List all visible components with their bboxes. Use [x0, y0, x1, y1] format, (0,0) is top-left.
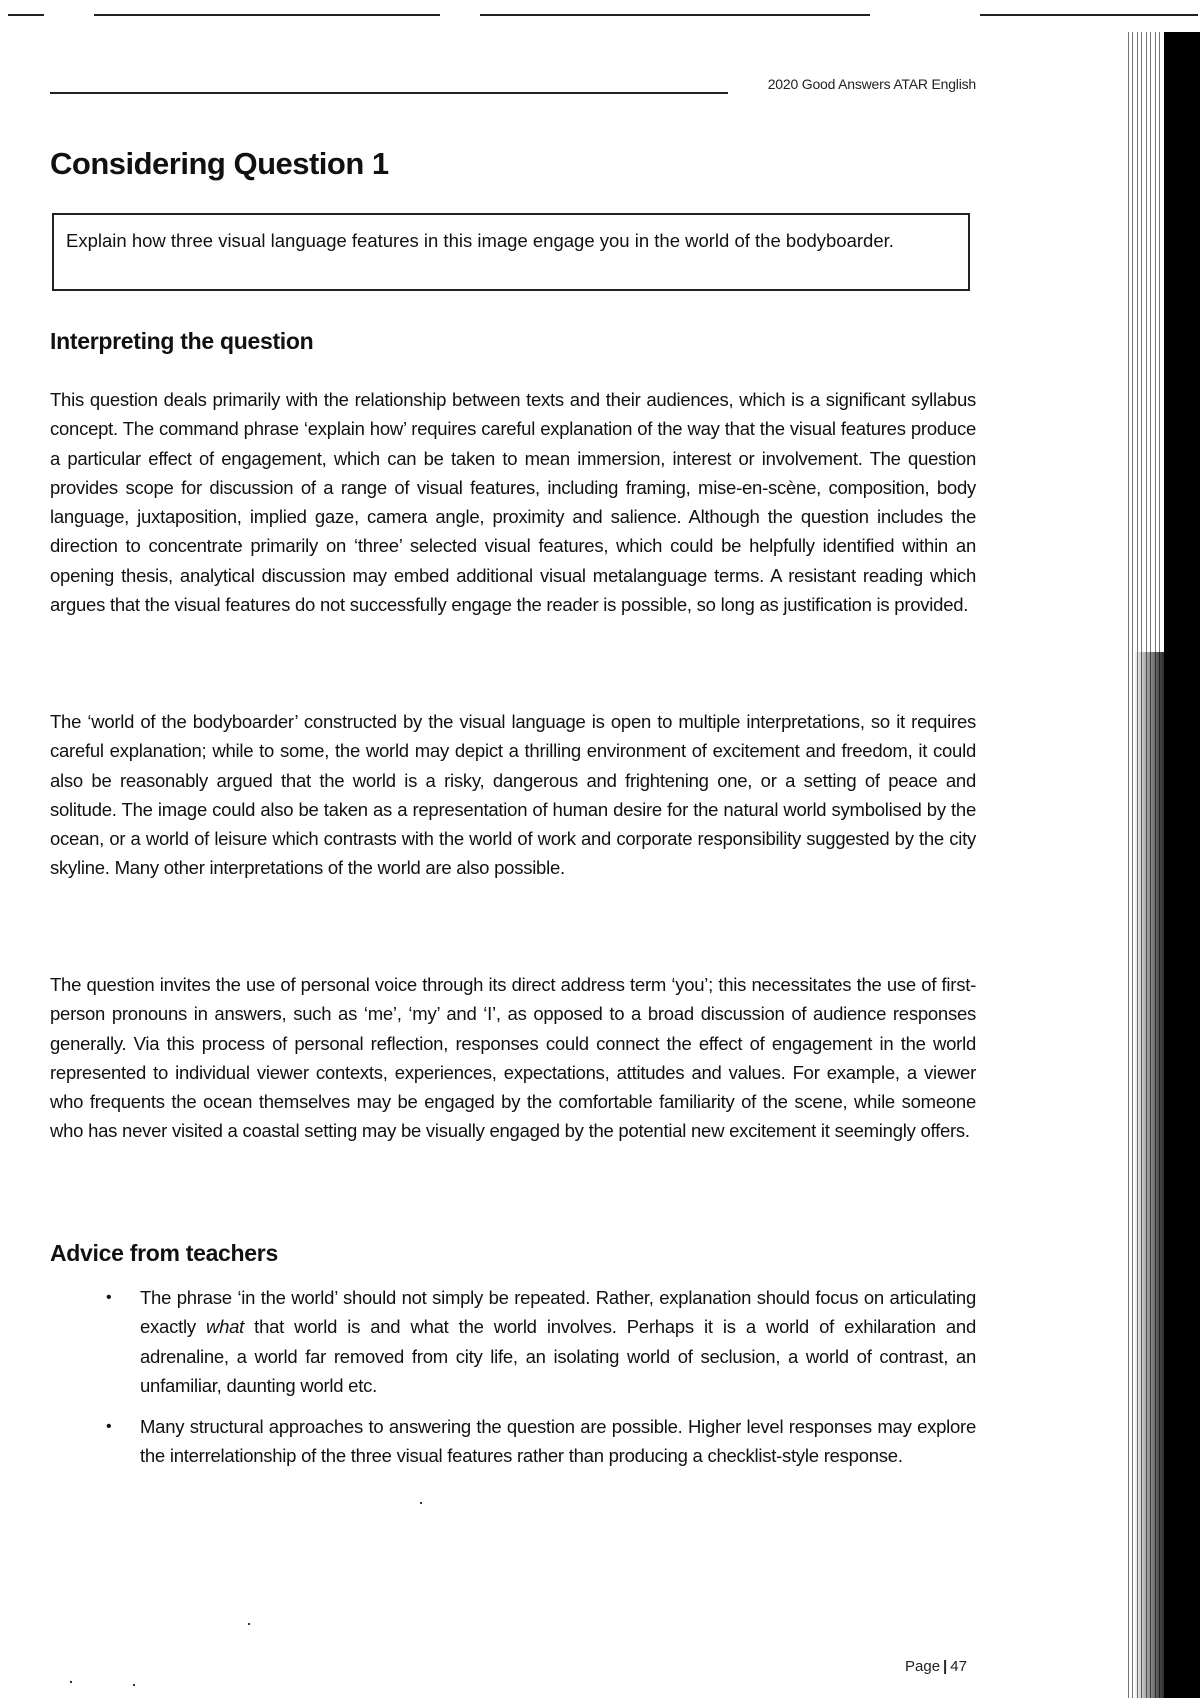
advice-emphasis: what	[205, 1316, 245, 1338]
page-number: 47	[950, 1658, 967, 1675]
scan-speck	[248, 1623, 250, 1625]
scan-rule-gap	[44, 12, 94, 18]
advice-item	[50, 1412, 976, 1471]
bullet-icon: •	[106, 1418, 112, 1436]
page-footer	[905, 1658, 967, 1675]
page-header	[50, 70, 976, 94]
advice-item	[50, 1283, 976, 1400]
running-head: 2020 Good Answers ATAR English	[767, 76, 976, 92]
question-box	[52, 213, 970, 291]
scan-edge-dark	[1164, 32, 1200, 1698]
scan-speck	[420, 1502, 422, 1504]
question-text: Explain how three visual language features in this image engage you in the world of the bodyboarder.	[66, 230, 894, 251]
header-rule	[50, 92, 728, 94]
scan-speck	[133, 1684, 135, 1686]
section-heading-advice: Advice from teachers	[50, 1240, 278, 1266]
paragraph-1: This question deals primarily with the relationship between texts and their audiences, which is a significant syllabus concept. The command phrase ‘explain how’ requires careful explanation of the way that the visual features produce a particular effect of engagement, which can be taken to mean immersion, interest or involvement. The question provides scope for discussion of a range of visual features, including framing, mise-en-scène, composition, body language, juxtaposition, implied gaze, camera angle, proximity and salience. Although the question includes the direction to concentrate primarily on ‘three’ selected visual features, which could be helpfully identified within an opening thesis, analytical discussion may embed additional visual metalanguage terms. A resistant reading which argues that the visual features do not successfully engage the reader is possible, so long as justification is provided.	[50, 389, 976, 616]
section-heading-interpreting: Interpreting the question	[50, 328, 314, 354]
scan-rule-gap	[870, 12, 980, 18]
advice-text: Many structural approaches to answering the question are possible. Higher level responses may explore the interrelationship of the three visual features rather than producing a checklist-style response.	[140, 1416, 976, 1467]
scan-rule-gap	[440, 12, 480, 18]
page-separator: |	[943, 1658, 948, 1675]
scan-top-rule	[8, 14, 1198, 16]
paragraph-3: The question invites the use of personal voice through its direct address term ‘you’; this necessitates the use of first-person pronouns in answers, such as ‘me’, ‘my’ and ‘I’, as opposed to a broad discussion of audience responses generally. Via this process of personal reflection, responses could connect the effect of engagement in the world represented to individual viewer contexts, experiences, expectations, attitudes and values. For example, a viewer who frequents the ocean themselves may be engaged by the comfortable familiarity of the scene, while someone who has never visited a coastal setting may be visually engaged by the potential new excitement it seemingly offers.	[50, 974, 976, 1142]
advice-text: that world is and what the world involves. Perhaps it is a world of exhilaration and adrenaline, a world far removed from city life, an isolating world of seclusion, a world of contrast, an unfamiliar, daunting world etc.	[140, 1316, 977, 1396]
paragraph-2: The ‘world of the bodyboarder’ constructed by the visual language is open to multiple interpretations, so it requires careful explanation; while to some, the world may depict a thrilling environment of excitement and freedom, it could also be reasonably argued that the world is a risky, dangerous and frightening one, or a setting of peace and solitude. The image could also be taken as a representation of human desire for the natural world symbolised by the ocean, or a world of leisure which contrasts with the world of work and corporate responsibility suggested by the city skyline. Many other interpretations of the world are also possible.	[50, 711, 976, 879]
scan-binding-edge	[1118, 32, 1200, 1698]
page-title: Considering Question 1	[50, 146, 389, 181]
page-label: Page	[905, 1658, 941, 1675]
advice-text: The phrase ‘in the world’ should not simply be repeated. Rather, explanation should focus on articulating exactly	[140, 1287, 976, 1338]
advice-list	[50, 1283, 976, 1483]
bullet-icon: •	[106, 1289, 112, 1306]
scan-speck	[70, 1681, 72, 1683]
